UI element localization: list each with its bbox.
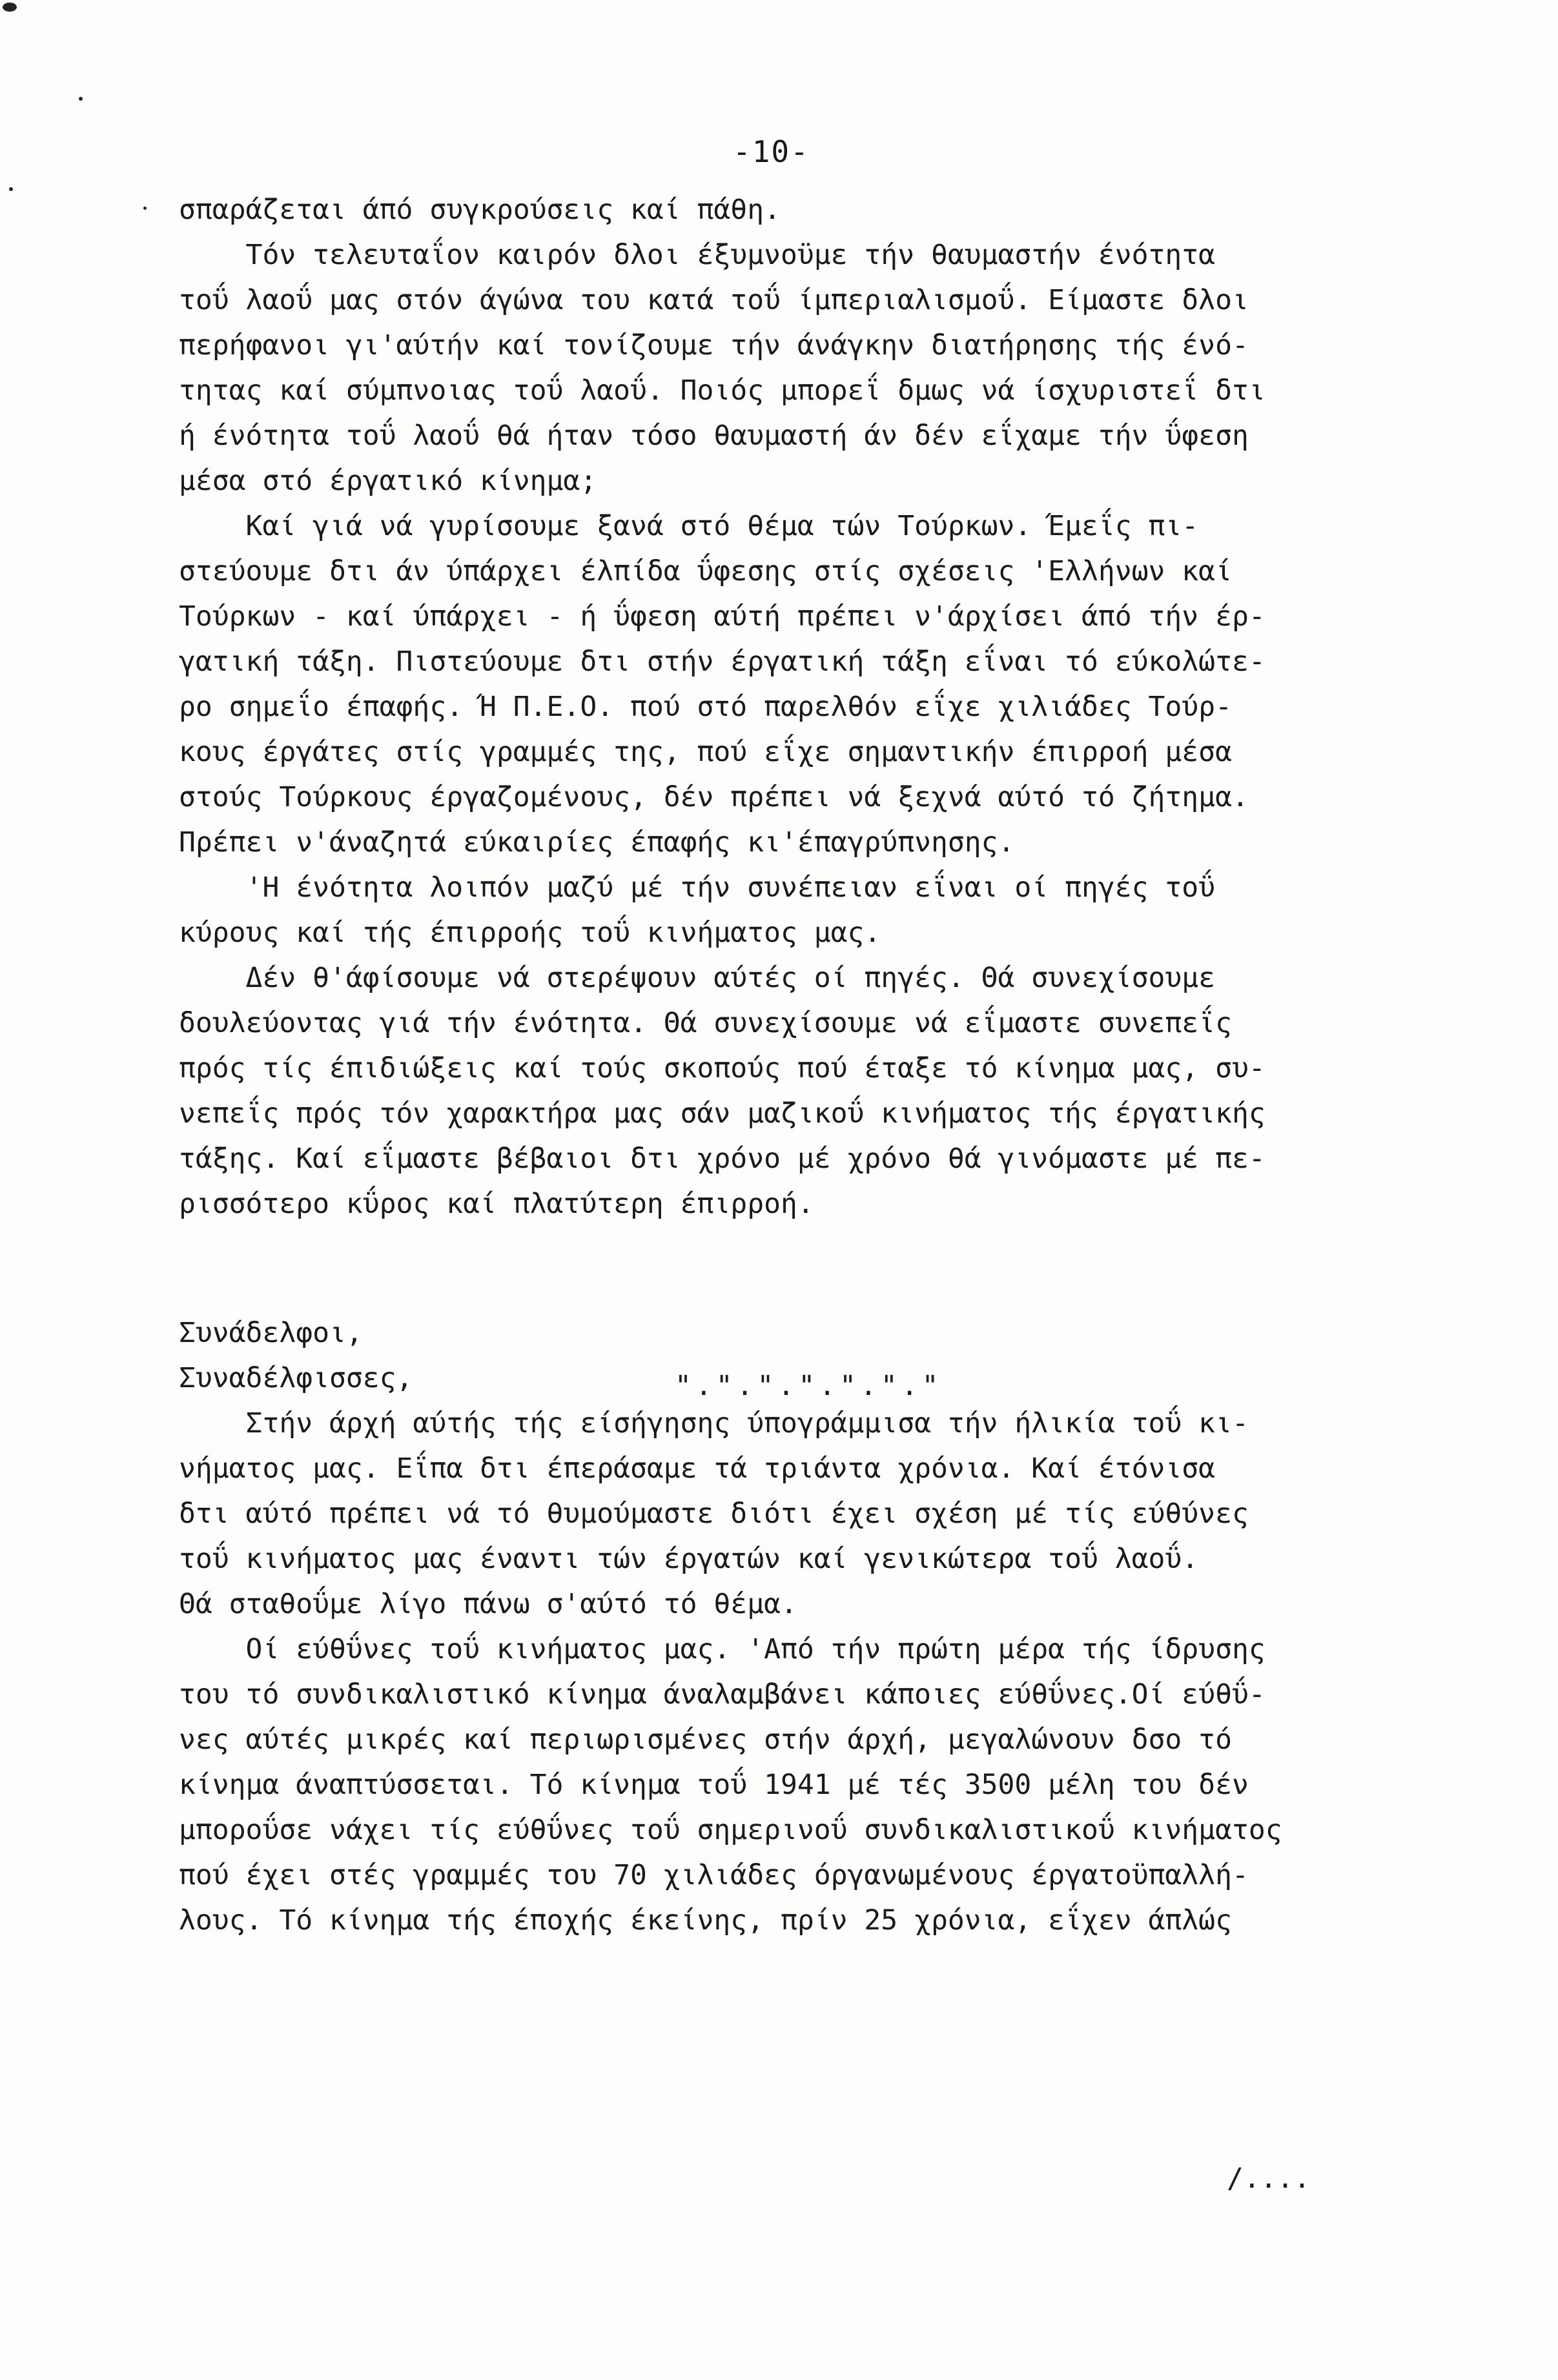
text-line: ή ένότητα τοΰ λαοΰ θά ήταν τόσο θαυμαστή άν δέν εΐχαμε τήν ΰφεση [179,420,1249,452]
text-line: Τούρκων - καί ύπάρχει - ή ΰφεση αύτή πρέπει ν'άρχίσει άπό τήν έρ- [179,600,1266,633]
text-line: Οί εύθΰνες τοΰ κινήματος μας. 'Από τήν πρώτη μέρα τής ίδρυσης [179,1633,1266,1665]
text-line: Στήν άρχή αύτής τής είσήγησης ύπογράμμισα τήν ήλικία τοΰ κι- [179,1407,1249,1439]
text-line: σπαράζεται άπό συγκρούσεις καί πάθη. [179,194,781,226]
text-line: στεύουμε δτι άν ύπάρχει έλπίδα ΰφεσης στίς σχέσεις 'Ελλήνων καί [179,555,1232,587]
text-line: κίνημα άναπτύσσεται. Τό κίνημα τοΰ 1941 μέ τές 3500 μέλη του δέν [179,1769,1249,1801]
text-line: μποροΰσε νάχει τίς εύθΰνες τοΰ σημερινοΰ συνδικαλιστικοΰ κινήματος [179,1814,1282,1846]
text-line: πρός τίς έπιδιώξεις καί τούς σκοπούς πού έταξε τό κίνημα μας, συ- [179,1052,1266,1084]
text-line: κους έργάτες στίς γραμμές της, πού εΐχε σημαντικήν έπιρροή μέσα [179,736,1232,768]
page-number: -10- [733,134,810,169]
text-line: Θά σταθοΰμε λίγο πάνω σ'αύτό τό θέμα. [179,1588,797,1620]
text-line: περήφανοι γι'αύτήν καί τονίζουμε τήν άνάγκην διατήρησης τής ένό- [179,329,1249,361]
text-line: του τό συνδικαλιστικό κίνημα άναλαμβάνει κάποιες εύθΰνες.Οί εύθΰ- [179,1678,1266,1711]
text-line: Δέν θ'άφίσουμε νά στερέψουν αύτές οί πηγές. Θά συνεχίσουμε [179,962,1216,994]
text-line: γατική τάξη. Πιστεύουμε δτι στήν έργατική τάξη εΐναι τό εύκολώτε- [179,646,1266,678]
salutation-line: Συναδέλφισσες, [179,1362,413,1394]
text-line: ρο σημεΐο έπαφής. Ή Π.Ε.Ο. πού στό παρελθόν εΐχε χιλιάδες Τούρ- [179,691,1232,723]
text-line: λους. Τό κίνημα τής έποχής έκείνης, πρίν 25 χρόνια, εΐχεν άπλώς [179,1904,1232,1937]
section-separator: "."."."."."." [675,1370,943,1402]
margin-speck [9,187,13,191]
text-line: 'Η ένότητα λοιπόν μαζύ μέ τήν συνέπειαν εΐναι οί πηγές τοΰ [179,871,1216,904]
text-line: δουλεύοντας γιά τήν ένότητα. Θά συνεχίσουμε νά εΐμαστε συνεπεΐς [179,1007,1232,1039]
text-line: τοΰ κινήματος μας έναντι τών έργατών καί γενικώτερα τοΰ λαοΰ. [179,1543,1199,1575]
text-line: τητας καί σύμπνοιας τοΰ λαοΰ. Ποιός μπορεΐ δμως νά ίσχυριστεΐ δτι [179,374,1266,407]
margin-speck [79,97,83,101]
text-line: Τόν τελευταΐον καιρόν δλοι έξυμνοϋμε τήν θαυμαστήν ένότητα [179,239,1216,271]
text-line: τάξης. Καί εΐμαστε βέβαιοι δτι χρόνο μέ χρόνο θά γινόμαστε μέ πε- [179,1143,1266,1175]
corner-speck [3,3,17,12]
text-line: νες αύτές μικρές καί περιωρισμένες στήν άρχή, μεγαλώνουν δσο τό [179,1724,1232,1756]
text-line: Πρέπει ν'άναζητά εύκαιρίες έπαφής κι'έπαγρύπνησης. [179,826,1015,859]
text-line: στούς Τούρκους έργαζομένους, δέν πρέπει νά ξεχνά αύτό τό ζήτημα. [179,781,1249,813]
continuation-mark: /.... [1227,2162,1311,2195]
text-line: κύρους καί τής έπιρροής τοΰ κινήματος μας. [179,917,881,949]
text-line: πού έχει στές γραμμές του 70 χιλιάδες όργανωμένους έργατοϋπαλλή- [179,1859,1249,1891]
text-line: δτι αύτό πρέπει νά τό θυμούμαστε διότι έχει σχέση μέ τίς εύθύνες [179,1498,1249,1530]
text-line: νεπεΐς πρός τόν χαρακτήρα μας σάν μαζικοΰ κινήματος τής έργατικής [179,1097,1266,1130]
text-line: τοΰ λαοΰ μας στόν άγώνα του κατά τοΰ ίμπεριαλισμοΰ. Είμαστε δλοι [179,284,1249,316]
body-text [179,187,1470,1943]
salutation-line: Συνάδελφοι, [179,1317,363,1349]
text-line: μέσα στό έργατικό κίνημα; [179,465,597,497]
text-line: νήματος μας. Εΐπα δτι έπεράσαμε τά τριάντα χρόνια. Καί έτόνισα [179,1452,1216,1485]
text-line: ρισσότερο κΰρος καί πλατύτερη έπιρροή. [179,1188,814,1220]
margin-speck [143,207,147,210]
text-line: Καί γιά νά γυρίσουμε ξανά στό θέμα τών Τούρκων. Έμεΐς πι- [179,510,1199,542]
